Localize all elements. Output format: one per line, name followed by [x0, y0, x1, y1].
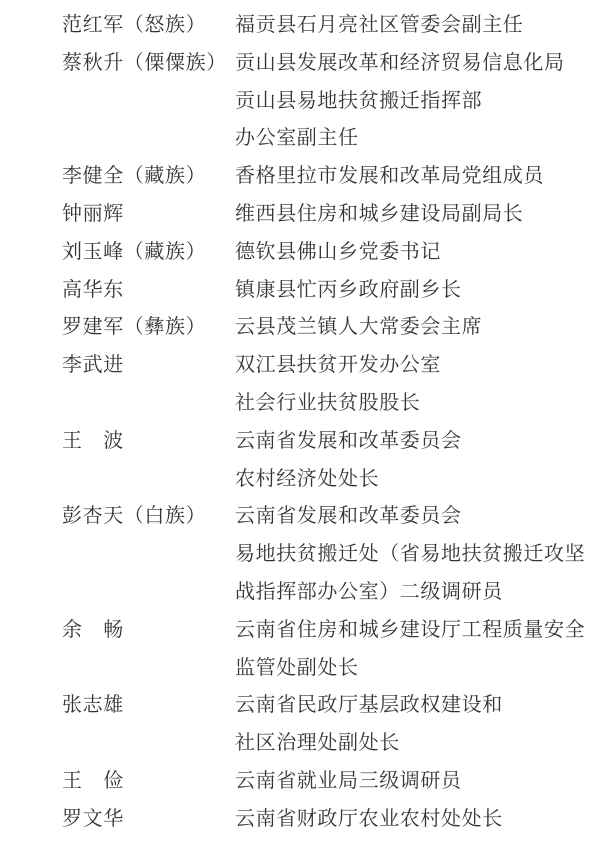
awardee-name: 罗建军（彝族）	[62, 314, 207, 339]
position-line: 云南省财政厅农业农村处处长	[235, 805, 503, 830]
position-line: 德钦县佛山乡党委书记	[235, 238, 441, 263]
awardee-position	[235, 308, 592, 346]
awardee-entry	[62, 762, 592, 800]
position-line: 云南省发展和改革委员会	[235, 503, 462, 528]
awardee-name: 高华东	[62, 276, 124, 301]
position-line: 云县茂兰镇人大常委会主席	[235, 314, 483, 339]
position-line: 云南省发展和改革委员会	[235, 427, 462, 452]
awardee-entry	[62, 422, 592, 498]
awardee-entry	[62, 271, 592, 309]
awardee-entry	[62, 6, 592, 44]
awardee-position	[235, 762, 592, 800]
awardee-position	[235, 611, 592, 687]
awardee-name: 王 波	[62, 427, 124, 452]
awardee-position	[235, 686, 592, 762]
position-line: 云南省民政厅基层政权建设和	[235, 692, 503, 717]
awardee-position	[235, 157, 592, 195]
position-line: 社会行业扶贫股股长	[235, 389, 421, 414]
awardee-entry	[62, 346, 592, 422]
awardee-name: 王 俭	[62, 767, 124, 792]
awardee-entry	[62, 611, 592, 687]
awardee-name: 罗文华	[62, 805, 124, 830]
awardee-name: 余 畅	[62, 616, 124, 641]
awardee-position	[235, 44, 592, 157]
awardee-entry	[62, 44, 592, 157]
awardee-name: 李健全（藏族）	[62, 163, 207, 188]
position-line: 镇康县忙丙乡政府副乡长	[235, 276, 462, 301]
awardee-entry	[62, 157, 592, 195]
awardee-entry	[62, 308, 592, 346]
awardee-position	[235, 271, 592, 309]
position-line: 云南省住房和城乡建设厅工程质量安全	[235, 616, 586, 641]
awardee-position	[235, 195, 592, 233]
awardee-position	[235, 800, 592, 838]
awardee-position	[235, 346, 592, 422]
awardee-name: 张志雄	[62, 692, 124, 717]
awardee-entry	[62, 686, 592, 762]
position-line: 战指挥部办公室）二级调研员	[235, 578, 503, 603]
position-line: 易地扶贫搬迁处（省易地扶贫搬迁攻坚	[235, 541, 586, 566]
position-line: 双江县扶贫开发办公室	[235, 352, 441, 377]
awardee-name: 刘玉峰（藏族）	[62, 238, 207, 263]
awardee-name: 蔡秋升（傈僳族）	[62, 49, 227, 74]
awardee-name: 范红军（怒族）	[62, 12, 207, 36]
awardee-name: 李武进	[62, 352, 124, 377]
awardee-position	[235, 497, 592, 610]
position-line: 贡山县发展改革和经济贸易信息化局	[235, 49, 565, 74]
awardee-position	[235, 233, 592, 271]
position-line: 维西县住房和城乡建设局副局长	[235, 200, 524, 225]
position-line: 社区治理处副处长	[235, 730, 400, 755]
awardee-entry	[62, 800, 592, 838]
awardee-name: 彭杏天（白族）	[62, 503, 207, 528]
position-line: 福贡县石月亮社区管委会副主任	[235, 12, 524, 36]
position-line: 云南省就业局三级调研员	[235, 767, 462, 792]
awardee-entry	[62, 195, 592, 233]
awardee-entry	[62, 233, 592, 271]
position-line: 监管处副处长	[235, 654, 359, 679]
awardee-position	[235, 6, 592, 44]
awardee-position	[235, 422, 592, 498]
awardee-name: 钟丽辉	[62, 200, 124, 225]
position-line: 办公室副主任	[235, 125, 359, 150]
position-line: 农村经济处处长	[235, 465, 380, 490]
position-line: 贡山县易地扶贫搬迁指挥部	[235, 87, 483, 112]
awardee-entry	[62, 497, 592, 610]
position-line: 香格里拉市发展和改革局党组成员	[235, 163, 544, 188]
awardee-list	[62, 6, 592, 838]
